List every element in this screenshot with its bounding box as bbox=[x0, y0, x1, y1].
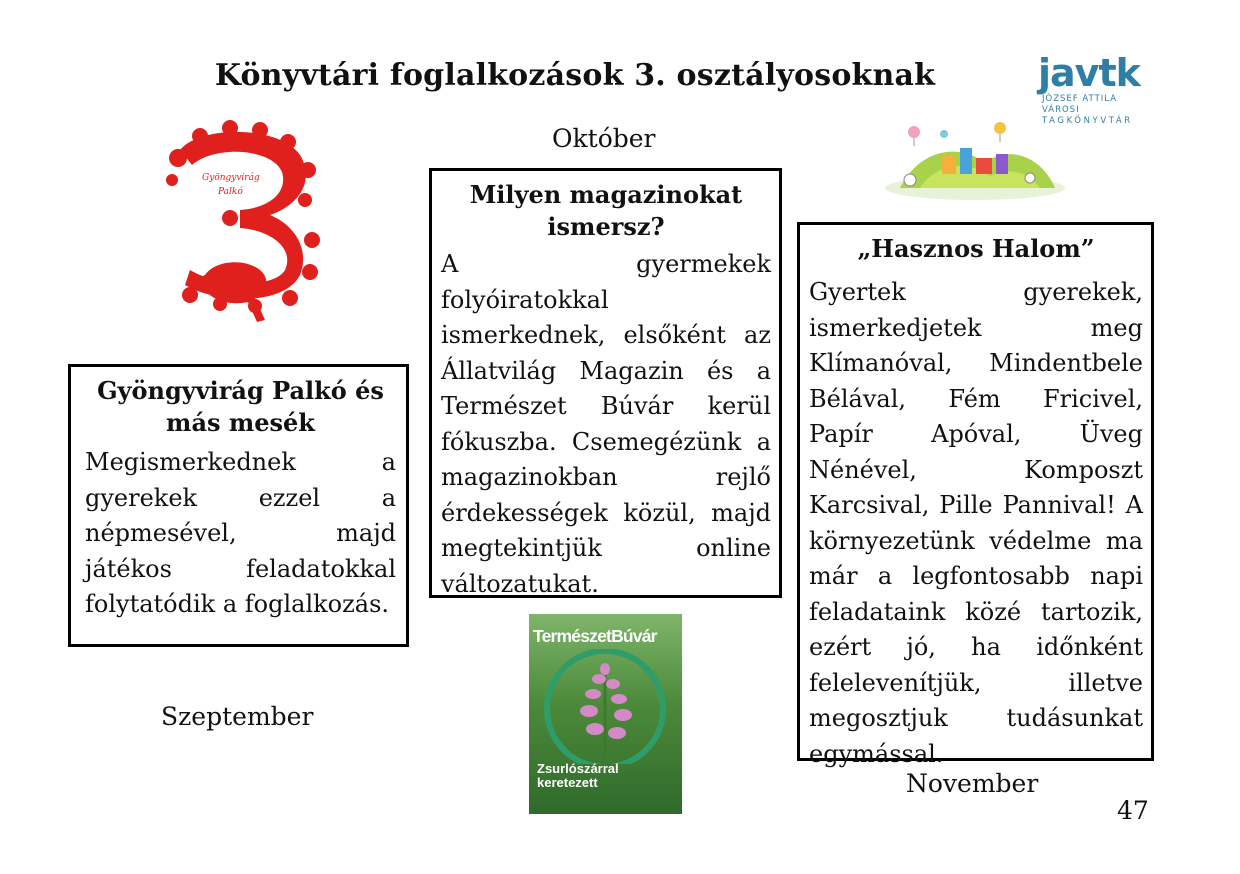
logo-subtitle-2: TAGKÖNYVTÁR bbox=[1042, 116, 1133, 126]
library-logo bbox=[1038, 52, 1153, 127]
gyongyvirag-palko-illustration bbox=[160, 120, 320, 325]
page-number: 47 bbox=[1117, 796, 1149, 825]
illustration-text-1: Gyöngyvirág bbox=[202, 173, 260, 183]
activity-description: A gyermekek folyóiratokkal ismerkednek, elsőként az Állatvilág Magazin és a Természet Búvár kerül fókuszba. Csemegézünk a magazinokban rejlő érdekességek közül, majd megtekintjük online változatukat. bbox=[441, 250, 771, 598]
logo-mark: javtk bbox=[1038, 51, 1140, 95]
activity-box-october bbox=[429, 168, 782, 598]
heading-line: Gyöngyvirág Palkó és bbox=[97, 376, 384, 405]
heading-line: ismersz? bbox=[547, 212, 665, 241]
heading-line: más mesék bbox=[166, 408, 315, 437]
magazine-cover-image bbox=[529, 614, 682, 814]
activity-box-september bbox=[68, 364, 409, 647]
month-september: Szeptember bbox=[161, 702, 314, 731]
illustration-text-2: Palkó bbox=[218, 187, 243, 197]
cover-line: keretezett bbox=[537, 775, 598, 790]
activity-heading bbox=[441, 179, 771, 243]
activity-description: Gyertek gyerekek, ismerkedjetek meg Klímanóval, Mindentbele Bélával, Fém Fricivel, Papír Apóval, Üveg Nénével, Komposzt Karcsival, Pille Pannival! A környezetünk védelme ma már a legfontosabb napi feladataink közé tartozik, ezért jó, ha időnként felelevenítjük, illetve megosztjuk tudásunkat egymással. bbox=[809, 278, 1143, 768]
page-title: Könyvtári foglalkozások 3. osztályosoknak bbox=[214, 58, 936, 93]
month-november: November bbox=[906, 769, 1039, 798]
activity-box-november bbox=[797, 222, 1154, 768]
activity-heading: „Hasznos Halom” bbox=[857, 234, 1095, 263]
recycling-landscape-illustration bbox=[880, 118, 1070, 200]
magazine-cover-text bbox=[537, 762, 677, 790]
cover-line: Zsurlószárral bbox=[537, 761, 619, 776]
heading-line: Milyen magazinokat bbox=[469, 180, 743, 209]
month-october: Október bbox=[552, 124, 656, 153]
activity-heading bbox=[85, 375, 396, 439]
orchid-flower-icon bbox=[529, 649, 682, 764]
activity-description: Megismerkednek a gyerekek ezzel a népmesével, majd játékos feladatokkal folytatódik a foglalkozás. bbox=[85, 448, 396, 618]
logo-subtitle-1: JÓZSEF ATTILA VÁROSI bbox=[1042, 94, 1118, 115]
magazine-title: TermészetBúvár bbox=[533, 626, 657, 646]
